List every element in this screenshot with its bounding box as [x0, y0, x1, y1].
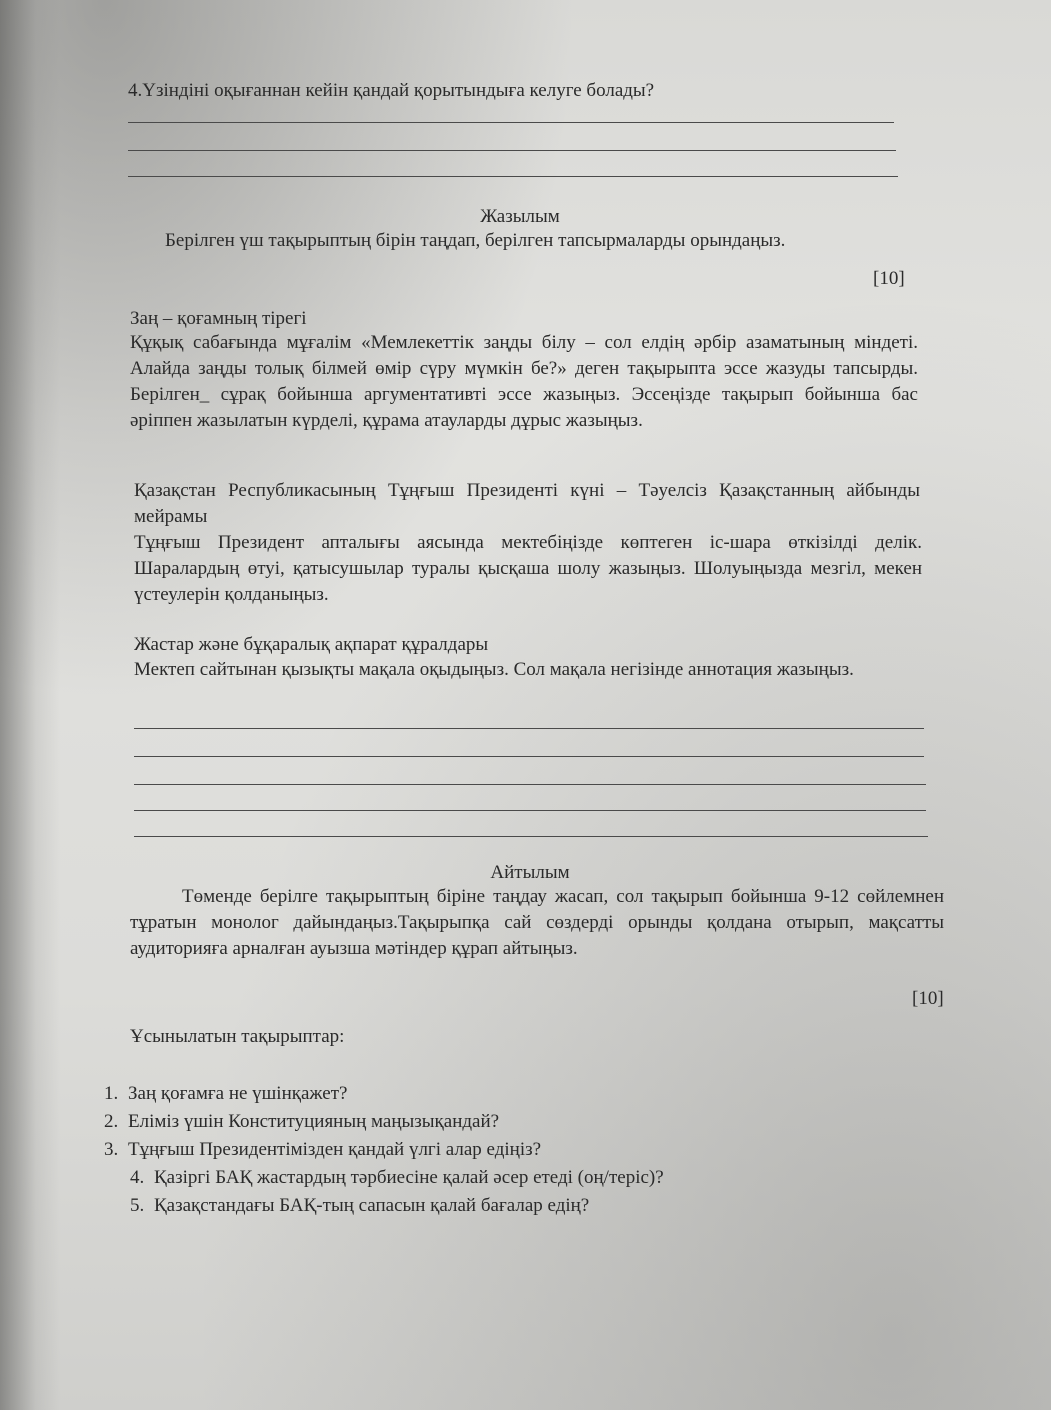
topic-2-text: Тұңғыш Президент апталығы аясында мектебіңізде көптеген іс-шара өткізілді делік. Шаралардың өтуі, қатысушылар туралы қысқаша шолу жазыңыз. Шолуыңызда мезгіл, мекен үстеулерін қолданыңыз. — [134, 532, 922, 605]
topic-3-text: Мектеп сайтынан қызықты мақала оқыдыңыз. Сол мақала негізінде аннотация жазыңыз. — [134, 659, 854, 680]
speaking-instruction: Төменде берілге тақырыптың біріне таңдау жасап, сол тақырып бойынша 9-12 сөйлемнен тұратын монолог дайындаңыз.Тақырыпқа сай сөздерді орынды қолдана отырып, мақсатты аудиторияға арналған ауызша мәтіндер құрап айтыңыз. — [130, 886, 944, 959]
topic-1-text: Құқық сабағында мұғалім «Мемлекеттік заңды білу – сол елдің әрбір азаматының міндеті. Алайда заңды толық білмей өмір сүру мүмкін бе?» деген тақырыпта эссе жазуды тапсырды. Берілген_ сұрақ бойынша аргументативті эссе жазыңыз. Эссеңізде тақырып бойынша бас әріппен жазылатын күрделі, құрама атауларды дұрыс жазыңыз. — [130, 332, 918, 431]
answer-line[interactable] — [134, 728, 924, 729]
answer-line[interactable] — [128, 176, 898, 177]
answer-line[interactable] — [134, 810, 926, 811]
answer-line[interactable] — [134, 784, 926, 785]
suggested-topics-label: Ұсынылатын тақырыптар: — [130, 1026, 345, 1047]
answer-line[interactable] — [128, 150, 896, 151]
topic-3-title: Жастар және бұқаралық ақпарат құралдары — [134, 634, 489, 655]
list-item: 4. Қазіргі БАҚ жастардың тәрбиесіне қалай әсер етеді (оң/теріс)? — [130, 1167, 664, 1188]
writing-instruction: Берілген үш тақырыптың бірін таңдап, берілген тапсырмаларды орындаңыз. — [165, 230, 786, 251]
list-item: 1. Заң қоғамға не үшінқажет? — [104, 1083, 348, 1104]
speaking-heading: Айтылым — [490, 862, 570, 883]
writing-heading: Жазылым — [480, 206, 560, 227]
writing-score: [10] — [873, 268, 905, 289]
list-item: 5. Қазақстандағы БАҚ-тың сапасын қалай бағалар едің? — [130, 1195, 590, 1216]
topic-1-title: Заң – қоғамның тірегі — [130, 308, 307, 329]
speaking-score: [10] — [912, 988, 944, 1009]
list-item: 3. Тұңғыш Президентімізден қандай үлгі алар едіңіз? — [104, 1139, 542, 1160]
answer-line[interactable] — [134, 836, 928, 837]
question-4: 4.Үзіндіні оқығаннан кейін қандай қорытындыға келуге болады? — [128, 80, 655, 101]
topic-2-title: Қазақстан Республикасының Тұңғыш Президенті күні – Тәуелсіз Қазақстанның айбынды мейрамы — [134, 480, 920, 527]
page-fold-shadow — [0, 0, 60, 1410]
list-item: 2. Еліміз үшін Конституцияның маңызықандай? — [104, 1111, 500, 1132]
speaking-topics-list — [104, 1080, 864, 1220]
answer-line[interactable] — [128, 122, 894, 123]
answer-line[interactable] — [134, 756, 924, 757]
